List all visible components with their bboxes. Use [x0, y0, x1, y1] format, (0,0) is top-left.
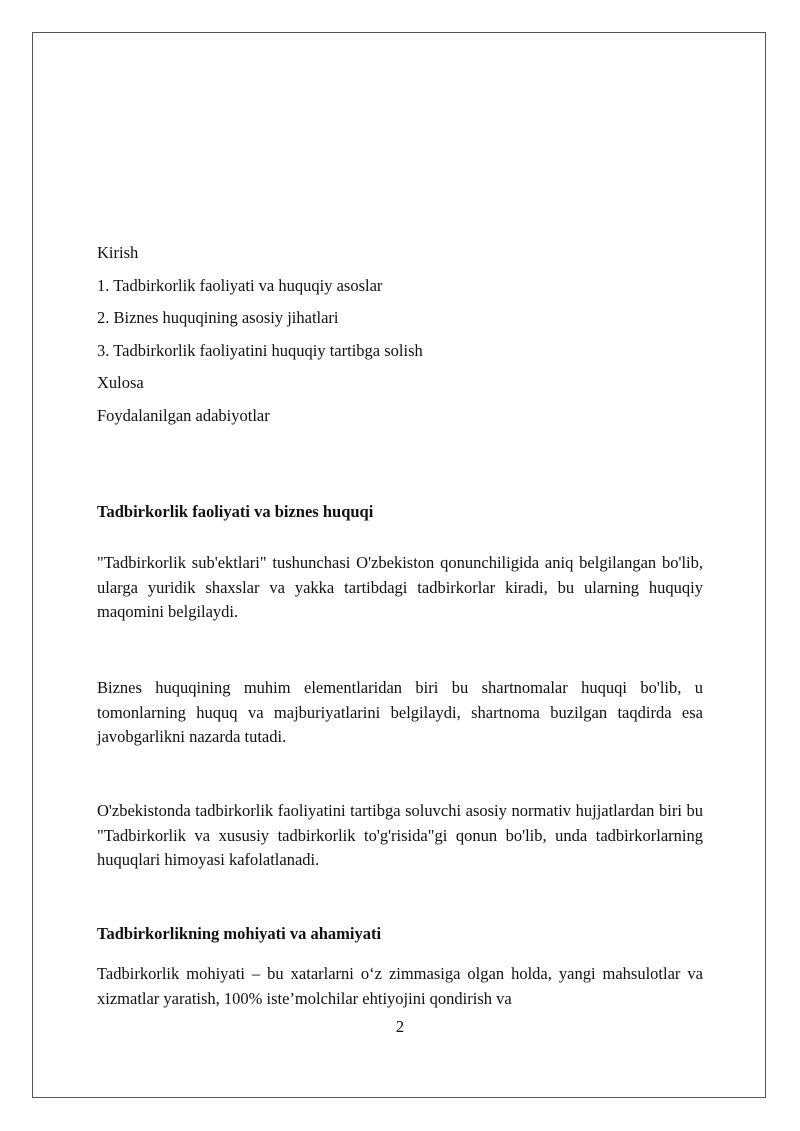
paragraph-normative-documents: O'zbekistonda tadbirkorlik faoliyatini tartibga soluvchi asosiy normativ hujjatlardan biri bu "Tadbirkorlik va xususiy tadbirkorlik to'g'risida"gi qonun bo'lib, unda tadbirkorlarning huquqlari himoyasi kafolatlanadi.	[97, 801, 703, 869]
paragraph-contract-law: Biznes huquqining muhim elementlaridan biri bu shartnomalar huquqi bo'lib, u tomonlarning huquq va majburiyatlarini belgilaydi, shartnoma buzilgan taqdirda esa javobgarlikni nazarda tutadi.	[97, 678, 703, 746]
paragraph-entrepreneurship-subjects: "Tadbirkorlik sub'ektlari" tushunchasi O'zbekiston qonunchiligida aniq belgilangan bo'lib, ularga yuridik shaxslar va yakka tartibdagi tadbirkorlar kiradi, bu ularning huquqiy maqomini belgilaydi.	[97, 553, 703, 621]
toc-item-chapter-1: 1. Tadbirkorlik faoliyati va huquqiy asoslar	[97, 275, 383, 295]
toc-item-references: Foydalanilgan adabiyotlar	[97, 405, 270, 425]
section-heading-business-law: Tadbirkorlik faoliyati va biznes huquqi	[97, 502, 374, 521]
toc-item-conclusion: Xulosa	[97, 373, 144, 392]
toc-item-introduction: Kirish	[97, 243, 139, 262]
table-of-contents	[97, 241, 703, 436]
toc-item-chapter-3: 3. Tadbirkorlik faoliyatini huquqiy tartibga solish	[97, 340, 423, 360]
section-heading-essence: Tadbirkorlikning mohiyati va ahamiyati	[97, 924, 382, 943]
page-number: 2	[395, 1017, 405, 1036]
paragraph-essence: Tadbirkorlik mohiyati – bu xatarlarni o‘z zimmasiga olgan holda, yangi mahsulotlar va xizmatlar yaratish, 100% iste’molchilar ehtiyojini qondirish va	[97, 964, 703, 1008]
toc-item-chapter-2: 2. Biznes huquqining asosiy jihatlari	[97, 308, 339, 327]
